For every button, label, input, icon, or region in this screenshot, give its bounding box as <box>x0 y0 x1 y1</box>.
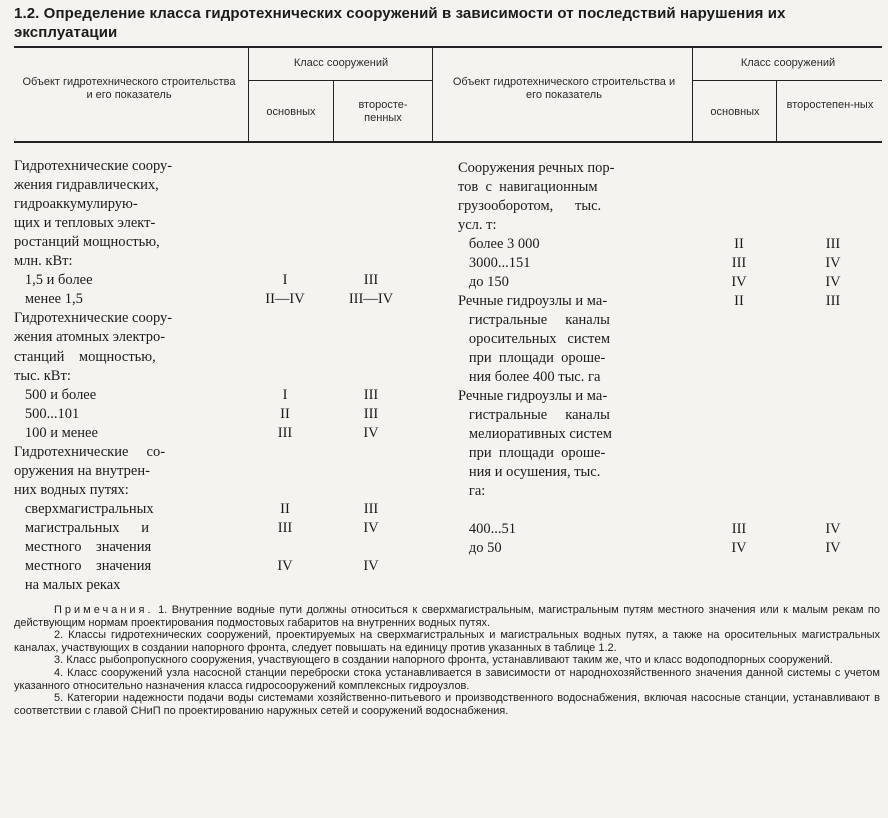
row-secondary-class: IV <box>363 519 379 536</box>
table-row <box>14 538 432 557</box>
header-bottom-rule <box>14 141 882 143</box>
row-secondary-class: IV <box>363 424 379 441</box>
table-row <box>14 195 432 214</box>
row-object-text: мелиоративных систем <box>458 426 612 442</box>
row-object-text: сверхмагистральных <box>14 500 154 517</box>
row-object-text: Речные гидроузлы и ма- <box>458 293 608 309</box>
table-row <box>14 176 432 195</box>
col-divider-3 <box>432 48 433 141</box>
table-row <box>14 348 432 367</box>
note-5: 5. Категории надежности подачи воды системами хозяйственно-питьевого и производственного водоснабжения, включая насосные станции, устанавливают в соответствии с главой СНиП по проектированию наружных сетей и сооружений водоснабжения. <box>14 692 880 717</box>
table-row <box>14 309 432 328</box>
header-object-left: Объект гидротехнического строительства и его показатель <box>22 76 236 101</box>
row-object-text: 400...51 <box>458 521 516 537</box>
table-row <box>458 216 882 235</box>
table-row <box>14 214 432 233</box>
header-secondary-left: второсте-пенных <box>358 99 408 124</box>
row-object-text: до 150 <box>458 274 509 290</box>
table-row <box>14 500 432 519</box>
header-class-left: Класс сооружений <box>293 57 389 69</box>
table-row <box>458 387 882 406</box>
row-object-text: ростанций мощностью, <box>14 234 160 251</box>
table-row <box>14 519 432 538</box>
row-object-text: ния более 400 тыс. га <box>458 369 601 385</box>
header-secondary-right: второстепен-ных <box>786 99 874 111</box>
header-main-left: основных <box>266 106 316 118</box>
row-object-text: на малых реках <box>14 577 121 594</box>
row-object-text: гидроаккумулирую- <box>14 196 138 213</box>
table-row <box>14 367 432 386</box>
note-3: 3. Класс рыбопропускного сооружения, участвующего в создании напорного фронта, устанавливают таким же, что и класс водоподпорных сооружений. <box>54 654 833 667</box>
row-object-text: оросительных систем <box>458 331 611 347</box>
table-row <box>458 235 882 254</box>
table-row <box>458 463 882 482</box>
table-row <box>14 443 432 462</box>
row-object-text: 500...101 <box>14 405 80 422</box>
row-object-text: Речные гидроузлы и ма- <box>458 388 608 404</box>
table-row <box>14 386 432 405</box>
table-row <box>458 273 882 292</box>
row-object-text: жения атомных электро- <box>14 329 166 346</box>
table-row <box>14 328 432 347</box>
row-secondary-class: IV <box>363 558 379 575</box>
row-object-text: щих и тепловых элект- <box>14 215 156 232</box>
row-object-text: оружения на внутрен- <box>14 462 150 479</box>
table-row <box>458 159 882 178</box>
header-main-right: основных <box>710 106 760 118</box>
row-main-class: IV <box>731 540 747 556</box>
table-row <box>458 349 882 368</box>
header-object-right: Объект гидротехнического строительства и его показатель <box>452 76 676 101</box>
table-row <box>458 520 882 539</box>
row-object-text: 500 и более <box>14 386 97 403</box>
table-row <box>458 178 882 197</box>
table-row <box>458 482 882 501</box>
col-divider-2 <box>333 81 334 141</box>
table-row <box>14 481 432 500</box>
row-object-text: Гидротехнические со- <box>14 443 166 460</box>
table-row <box>14 576 432 595</box>
row-object-text: тыс. кВт: <box>14 367 71 384</box>
row-object-text: менее 1,5 <box>14 291 83 308</box>
row-object-text: магистральных и <box>14 519 149 536</box>
row-object-text: местного значения <box>14 539 152 555</box>
table-row <box>458 330 882 349</box>
row-main-class: I <box>282 272 288 289</box>
notes-heading: Примечания. <box>54 604 154 616</box>
row-object-text: станций мощностью, <box>14 348 156 365</box>
table-row <box>14 462 432 481</box>
row-object-text: 100 и менее <box>14 424 98 441</box>
col-divider-4 <box>692 48 693 141</box>
row-secondary-class: III <box>363 500 379 517</box>
row-main-class: II <box>280 405 290 422</box>
class-group-rule-left <box>248 80 432 81</box>
row-main-class: I <box>282 386 288 403</box>
col-divider-5 <box>776 81 777 141</box>
row-object-text: до 50 <box>458 540 502 556</box>
col-divider-1 <box>248 48 249 141</box>
row-secondary-class: IV <box>825 255 841 271</box>
row-object-text: при площади ороше- <box>458 445 606 461</box>
table-row <box>458 406 882 425</box>
table-title: 1.2. Определение класса гидротехнических сооружений в зависимости от последствий нарушения их эксплуатации <box>14 5 786 41</box>
row-main-class: II <box>280 500 290 517</box>
note-2: 2. Классы гидротехнических сооружений, проектируемых на сверхмагистральных и магистральных водных путях, а также на оросительных магистральных каналах, участвующих в создании напорного фронта, следует повышать на единицу против указанных в таблице 1.2. <box>14 629 880 654</box>
row-main-class: II <box>734 236 744 252</box>
row-object-text: жения гидравлических, <box>14 177 159 194</box>
row-object-text: млн. кВт: <box>14 253 73 270</box>
row-object-text: усл. т: <box>458 217 497 233</box>
row-secondary-class: III <box>363 405 379 422</box>
row-secondary-class: III <box>825 236 841 252</box>
row-main-class: IV <box>277 558 293 575</box>
row-secondary-class: IV <box>825 540 841 556</box>
row-secondary-class: III <box>363 272 379 289</box>
row-secondary-class: III—IV <box>348 291 394 308</box>
table-row <box>14 157 432 176</box>
row-main-class: II—IV <box>265 291 305 308</box>
row-object-text: гистральные каналы <box>458 312 610 328</box>
row-secondary-class: III <box>825 293 841 309</box>
table-row <box>458 444 882 463</box>
table-row <box>458 539 882 558</box>
table-row <box>458 311 882 330</box>
row-object-text: га: <box>458 483 486 499</box>
row-main-class: III <box>277 424 293 441</box>
table-right-body <box>458 159 882 599</box>
table-row <box>458 425 882 444</box>
table-row <box>458 368 882 387</box>
row-object-text: них водных путях: <box>14 481 129 498</box>
header-top-rule <box>14 46 882 48</box>
row-secondary-class: IV <box>825 521 841 537</box>
table-row <box>14 271 432 290</box>
table-row <box>458 501 882 520</box>
table-row <box>14 557 432 576</box>
row-main-class: IV <box>731 274 747 290</box>
table-row <box>14 405 432 424</box>
row-object-text: ния и осушения, тыс. <box>458 464 601 480</box>
row-main-class: II <box>734 293 744 309</box>
row-object-text: тов с навигационным <box>458 179 598 195</box>
table-row <box>14 424 432 443</box>
note-1: 1. Внутренние водные пути должны относиться к сверхмагистральным, магистральным путям местного значения или к малым рекам по действующим нормам проектирования подмостовых габаритов на внутренних водных путях. <box>14 604 880 629</box>
row-main-class: III <box>731 255 747 271</box>
row-object-text: более 3 000 <box>458 236 540 252</box>
table-row <box>14 290 432 309</box>
table-row <box>458 197 882 216</box>
note-4: 4. Класс сооружений узла насосной станции переброски стока устанавливается в зависимости от народнохозяйственного значения данной системы с учетом указанного относительно назначения класса гидросооружений комплексных гидроузлов. <box>14 666 880 692</box>
class-group-rule-right <box>692 80 882 81</box>
row-object-text: Сооружения речных пор- <box>458 160 615 176</box>
row-secondary-class: III <box>363 386 379 403</box>
notes-section <box>14 604 880 717</box>
row-main-class: III <box>731 521 747 537</box>
table-row <box>458 254 882 273</box>
table-row <box>458 292 882 311</box>
row-main-class: III <box>277 519 293 536</box>
row-object-text: 3000...151 <box>458 255 531 271</box>
table-left-body <box>14 157 432 597</box>
row-object-text: грузооборотом, тыс. <box>458 198 602 214</box>
row-object-text: при площади ороше- <box>458 350 606 366</box>
row-object-text: гистральные каналы <box>458 407 610 423</box>
row-object-text: Гидротехнические соору- <box>14 310 173 327</box>
row-object-text: 1,5 и более <box>14 272 93 289</box>
row-secondary-class: IV <box>825 274 841 290</box>
table-row <box>14 233 432 252</box>
row-object-text: Гидротехнические соору- <box>14 158 173 174</box>
row-object-text: местного значения <box>14 558 152 575</box>
table-row <box>14 252 432 271</box>
header-class-right: Класс сооружений <box>740 57 836 69</box>
